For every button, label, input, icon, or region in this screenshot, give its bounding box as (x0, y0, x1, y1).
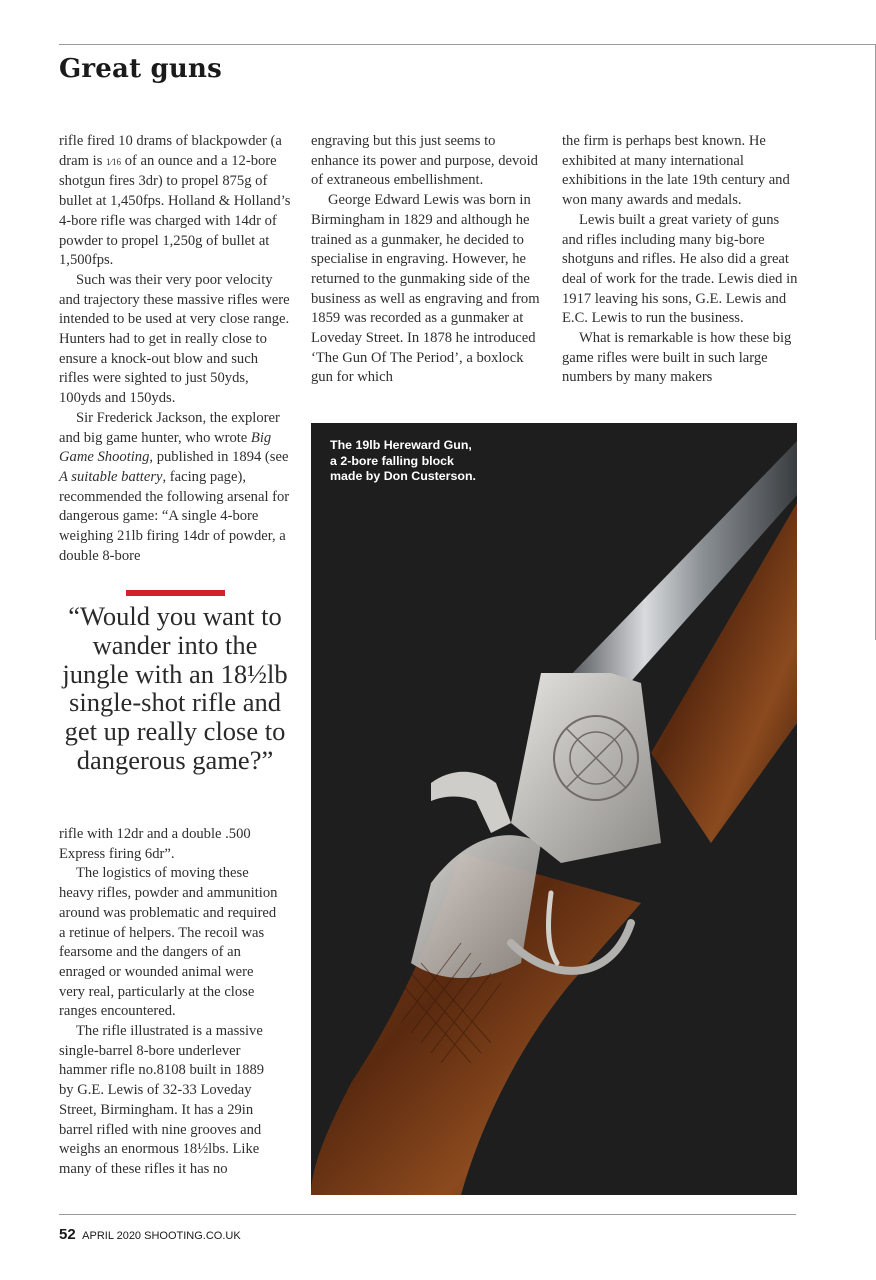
website: SHOOTING.CO.UK (144, 1230, 241, 1242)
rifle-photo (311, 423, 797, 1195)
section-title: Great guns (59, 54, 222, 84)
paragraph: Lewis built a great variety of guns and rifles including many big-bore shotguns and rifles. He also did a great deal of work for the trade. Lewis died in 1917 leaving his sons, G.E. Lewis and E.C. Lewis to run the business. (562, 211, 798, 327)
pull-quote: “Would you want to wander into the jungle with an 18½lb single-shot rifle and get up really close to dangerous game?” (62, 601, 288, 775)
paragraph: What is remarkable is how these big game rifles were built in such large numbers by many makers (562, 330, 792, 386)
page-footer (59, 1226, 241, 1243)
rifle-illustration (311, 423, 797, 1195)
hammer (431, 772, 511, 833)
column-1-bottom (59, 825, 279, 1180)
paragraph: The logistics of moving these heavy rifles, powder and ammunition around was problematic and required a retinue of helpers. The recoil was fearsome and the dangers of an enraged or wounded animal were very real, particularly at the close ranges encountered. (59, 865, 278, 1020)
photo-caption: The 19lb Hereward Gun, a 2-bore falling block made by Don Custerson. (330, 438, 476, 484)
paragraph: Such was their very poor velocity and trajectory these massive rifles were intended to be used at very close range. Hunters had to get in really close to ensure a knock-out blow and such rifles were sighted to just 50yds, 100yds and 150yds. (59, 271, 290, 407)
paragraph: George Edward Lewis was born in Birmingham in 1829 and although he trained as a gunmaker, he decided to specialise in engraving. However, he returned to the gunmaking side of the business as well as engraving and from 1859 was recorded as a gunmaker at Loveday Street. In 1878 he introduced ‘The Gun Of The Period’, a boxlock gun for which (311, 192, 540, 386)
paragraph: the firm is perhaps best known. He exhibited at many international exhibitions in the late 19th century and won many awards and medals. (562, 133, 790, 209)
paragraph: engraving but this just seems to enhance its power and purpose, devoid of extraneous embellishment. (311, 133, 538, 189)
page-number: 52 (59, 1226, 76, 1243)
issue-date: APRIL 2020 (82, 1230, 142, 1242)
column-2 (311, 132, 543, 388)
bottom-rule (59, 1214, 796, 1215)
paragraph: The rifle illustrated is a massive single-barrel 8-bore underlever hammer rifle no.8108 built in 1889 by G.E. Lewis of 32-33 Loveday Street, Birmingham. It has a 29in barrel rifled with nine grooves and weighs an enormous 18½lbs. Like many of these rifles it has no (59, 1023, 265, 1177)
pull-quote-accent-bar (126, 590, 225, 596)
paragraph: Sir Frederick Jackson, the explorer and big game hunter, who wrote Big Game Shooting, published in 1894 (see A suitable battery, facing page), recommended the following arsenal for dangerous game: “A single 4-bore weighing 21lb firing 14dr of powder, a double 8-bore (59, 409, 290, 564)
top-rule (59, 44, 876, 45)
column-1-top (59, 132, 291, 566)
paragraph: rifle with 12dr and a double .500 Express firing 6dr”. (59, 826, 251, 862)
paragraph: rifle fired 10 drams of blackpowder (a dram is 1⁄16 of an ounce and a 12-bore shotgun fires 3dr) to propel 875g of bullet at 1,450fps. Holland & Holland’s 4-bore rifle was charged with 14dr of powder to propel 1,250g of bullet at 1,500fps. (59, 133, 291, 269)
column-3 (562, 132, 798, 388)
